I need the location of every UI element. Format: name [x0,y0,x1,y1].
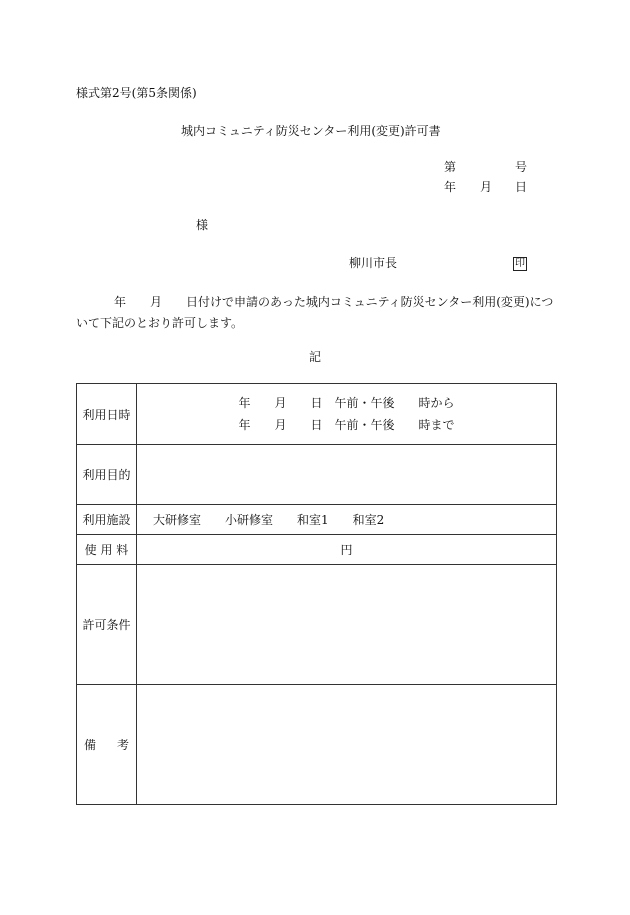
label-notes-char-1: 備 [84,738,97,752]
row-usage-purpose [77,445,557,505]
addressee-suffix: 様 [196,218,209,232]
usage-purpose-cell [137,445,557,505]
issue-month: 月 [480,180,493,194]
ki-heading: 記 [309,350,322,364]
issue-year: 年 [444,180,457,194]
usage-fee-cell: 円 [137,535,557,565]
label-notes-char-2: 考 [116,738,129,752]
doc-number-go: 号 [515,160,528,174]
seal-mark [513,255,527,271]
label-permit-conditions: 許可条件 [77,565,137,685]
doc-number-dai: 第 [444,160,457,174]
document-title: 城内コミュニティ防災センター利用(変更)許可書 [181,124,441,138]
issuer-name: 柳川市長 [349,256,398,270]
label-facilities: 利用施設 [77,505,137,535]
label-notes-cell [77,685,137,805]
permit-table [76,383,557,805]
facilities-list: 大研修室 小研修室 和室1 和室2 [137,505,557,535]
row-notes [77,685,557,805]
label-usage-fee: 使 用 料 [77,535,137,565]
label-notes [77,736,136,753]
form-number: 様式第2号(第5条関係) [76,86,197,100]
usage-datetime-to: 年 月 日 午前・午後 時まで [238,418,455,432]
usage-datetime-cell [137,384,557,445]
row-permit-conditions [77,565,557,685]
row-facilities [77,505,557,535]
seal-stamp: 印 [515,258,525,269]
usage-datetime-from: 年 月 日 午前・午後 時から [238,396,455,410]
issue-day: 日 [515,180,528,194]
row-usage-datetime [77,384,557,445]
row-usage-fee [77,535,557,565]
permit-conditions-cell [137,565,557,685]
label-usage-datetime: 利用日時 [77,384,137,445]
notes-cell [137,685,557,805]
permit-body-text: 年 月 日付けで申請のあった城内コミュニティ防災センター利用(変更)について下記のとおり許可します。 [76,295,554,330]
label-usage-purpose: 利用目的 [77,445,137,505]
